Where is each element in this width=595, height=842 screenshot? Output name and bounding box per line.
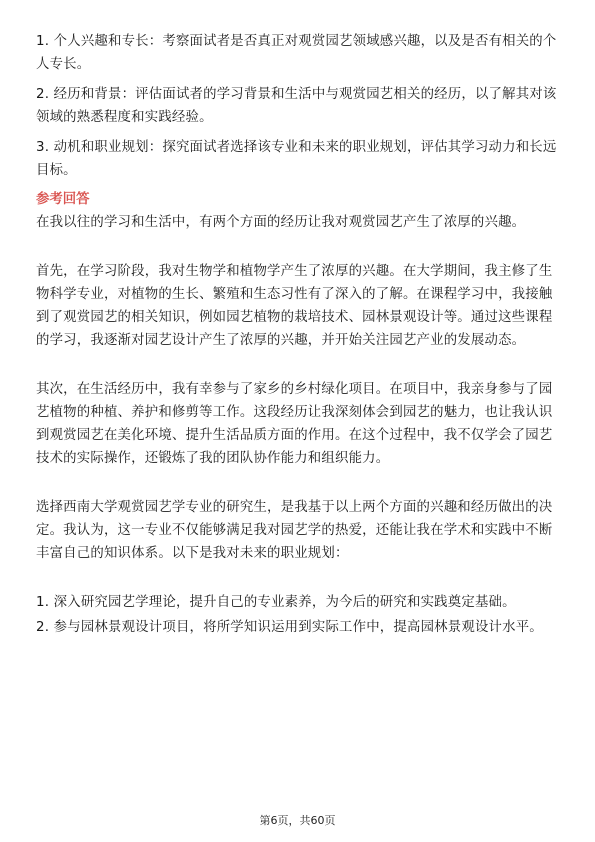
reference-answer-heading: 参考回答	[36, 192, 90, 207]
criteria-item-interest: 1. 个人兴趣和专长：考察面试者是否真正对观赏园艺领域感兴趣，以及是否有相关的个人专长。	[36, 34, 557, 72]
career-plan-item-2: 2. 参与园林景观设计项目，将所学知识运用到实际工作中，提高园林景观设计水平。	[36, 620, 543, 635]
reference-answer-body	[36, 211, 559, 639]
answer-paragraph-choice: 选择西南大学观赏园艺学专业的研究生，是我基于以上两个方面的兴趣和经历做出的决定。我认为，这一专业不仅能够满足我对园艺学的热爱，还能让我在学术和实践中不断丰富自己的知识体系。以下是我对未来的职业规划：	[36, 500, 553, 561]
criteria-item-motivation: 3. 动机和职业规划：探究面试者选择该专业和未来的职业规划，评估其学习动力和长远目标。	[36, 140, 557, 178]
answer-paragraph-study: 首先，在学习阶段，我对生物学和植物学产生了浓厚的兴趣。在大学期间，我主修了生物科学专业，对植物的生长、繁殖和生态习性有了深入的了解。在课程学习中，我接触到了观赏园艺的相关知识，例如园艺植物的栽培技术、园林景观设计等。通过这些课程的学习，我逐渐对园艺设计产生了浓厚的兴趣，并开始关注园艺产业的发展动态。	[36, 264, 553, 348]
career-plan-item-1: 1. 深入研究园艺学理论，提升自己的专业素养，为今后的研究和实践奠定基础。	[36, 595, 516, 610]
answer-intro-paragraph: 在我以往的学习和生活中，有两个方面的经历让我对观赏园艺产生了浓厚的兴趣。	[36, 215, 526, 230]
page-number-footer: 第6页，共60页	[259, 814, 336, 827]
criteria-item-experience: 2. 经历和背景：评估面试者的学习背景和生活中与观赏园艺相关的经历，以了解其对该领域的熟悉程度和实践经验。	[36, 87, 557, 125]
evaluation-criteria-list	[36, 30, 559, 182]
answer-paragraph-life: 其次，在生活经历中，我有幸参与了家乡的乡村绿化项目。在项目中，我亲身参与了园艺植物的种植、养护和修剪等工作。这段经历让我深刻体会到园艺的魅力，也让我认识到观赏园艺在美化环境、提升生活品质方面的作用。在这个过程中，我不仅学会了园艺技术的实际操作，还锻炼了我的团队协作能力和组织能力。	[36, 382, 553, 466]
